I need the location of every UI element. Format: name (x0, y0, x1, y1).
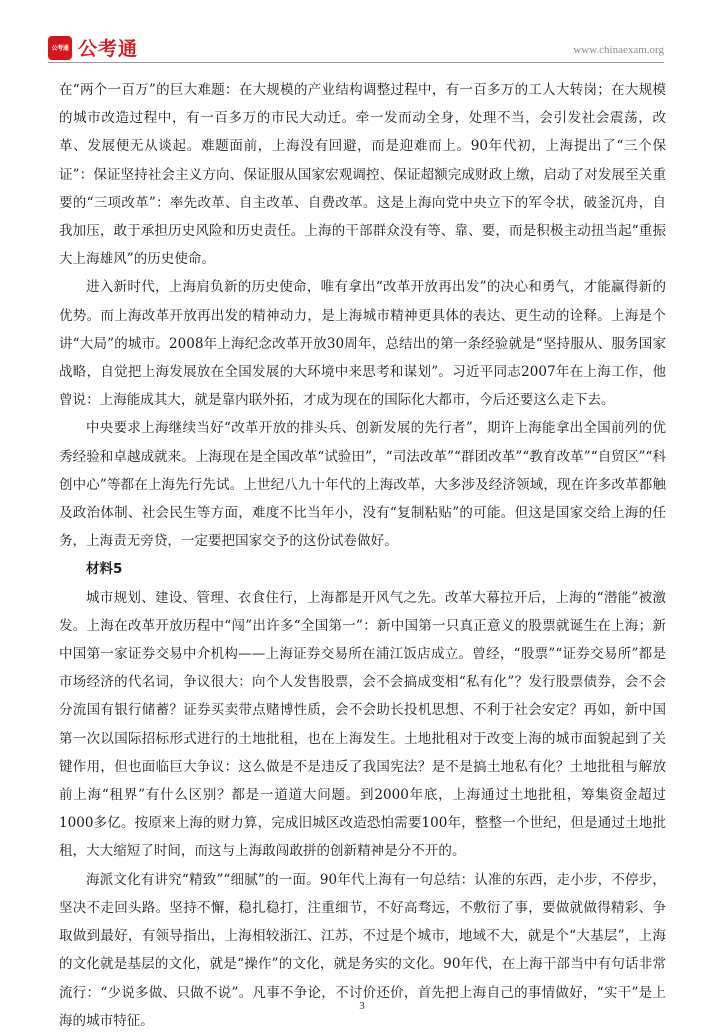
paragraph-3: 中央要求上海继续当好“改革开放的排头兵、创新发展的先行者”，期许上海能拿出全国前列的优秀经验和卓越成就来。上海现在是全国改革“试验田”，“司法改革”“群团改革”“教育改革”“自贸区”“科创中心”等都在上海先行先试。上世纪八九十年代的上海改革，大多涉及经济领域，现在许多改革都触及政治体制、社会民生等方面，难度不比当年小，没有“复制粘贴”的可能。但这是国家交给上海的任务，上海责无旁贷，一定要把国家交予的这份试卷做好。 (59, 420, 666, 550)
paragraph-1: 在“两个一百万”的巨大难题：在大规模的产业结构调整过程中，有一百多万的工人大转岗；在大规模的城市改造过程中，有一百多万的市民大动迁。牵一发而动全身，处理不当，会引发社会震荡，改革、发展便无从谈起。难题面前，上海没有回避，而是迎难而上。90年代初，上海提出了“三个保证”：保证坚持社会主义方向、保证服从国家宏观调控、保证超额完成财政上缴，启动了对发展至关重要的“三项改革”：率先改革、自主改革、自费改革。这是上海向党中央立下的军令状，破釜沉舟，自我加压，敢于承担历史风险和历史责任。上海的干部群众没有等、靠、要，而是积极主动扭当起“重振大上海雄风”的历史使命。 (59, 82, 666, 268)
logo-icon: 公考通 (48, 36, 72, 60)
section-heading: 材料5 (86, 561, 123, 578)
header-divider (48, 62, 664, 63)
logo-text: 公考通 (78, 38, 139, 60)
paragraph-5: 海派文化有讲究“精致”“细腻”的一面。90年代上海有一句总结：认准的东西，走小步，不停步，坚决不走回头路。坚持不懈，稳扎稳打，注重细节，不好高骛远，不敷衍了事，要做就做得精彩、争取做到最好，有领导指出，上海相较浙江、江苏，不过是个城市，地域不大，就是个“大基层”，上海的文化就是基层的文化，就是“操作”的文化，就是务实的文化。90年代，在上海干部当中有句话非常流行：“少说多做、只做不说”。凡事不争论，不讨价还价，首先把上海自己的事情做好，“实干”是上海的城市特征。 (59, 871, 666, 1029)
paragraph-4: 城市规划、建设、管理、衣食住行，上海都是开风气之先。改革大幕拉开后，上海的“潜能”被激发。上海在改革开放历程中“闯”出许多“全国第一”：新中国第一只真正意义的股票就诞生在上海；新中国第一家证券交易中介机构——上海证券交易所在浦江饭店成立。曾经，“股票”“证券交易所”都是市场经济的代名词，争议很大：向个人发售股票，会不会搞成变相“私有化”？发行股票债券，会不会分流国有银行储蓄？证券买卖带点赌博性质，会不会助长投机思想、不利于社会安定？再如，新中国第一次以国际招标形式进行的土地批租，也在上海发生。土地批租对于改变上海的城市面貌起到了关键作用，但也面临巨大争议：这么做是不是违反了我国宪法？是不是搞土地私有化？土地批租与解放前上海“租界”有什么区别？都是一道道大问题。到2000年底，上海通过土地批租，筹集资金超过1000多亿。按原来上海的财力算，完成旧城区改造恐怕需要100年，整整一个世纪，但是通过土地批租，大大缩短了时间，而这与上海敢闯敢拼的创新精神是分不开的。 (59, 589, 666, 860)
brand-logo[interactable] (48, 34, 138, 61)
document-body (59, 76, 666, 1035)
site-url[interactable]: www.chinaexam.org (573, 44, 664, 56)
paragraph-2: 进入新时代，上海肩负新的历史使命，唯有拿出“改革开放再出发”的决心和勇气，才能赢得新的优势。而上海改革开放再出发的精神动力，是上海城市精神更具体的表达、更生动的诠释。上海是个讲“大局”的城市。2008年上海纪念改革开放30周年，总结出的第一条经验就是“坚持服从、服务国家战略，自觉把上海发展放在全国发展的大环境中来思考和谋划”。习近平同志2007年在上海工作，他曾说：上海能成其大，就是靠内联外拓，才成为现在的国际化大都市，今后还要这么走下去。 (59, 279, 666, 409)
page-number: 3 (359, 1000, 365, 1012)
page-header (48, 30, 664, 64)
